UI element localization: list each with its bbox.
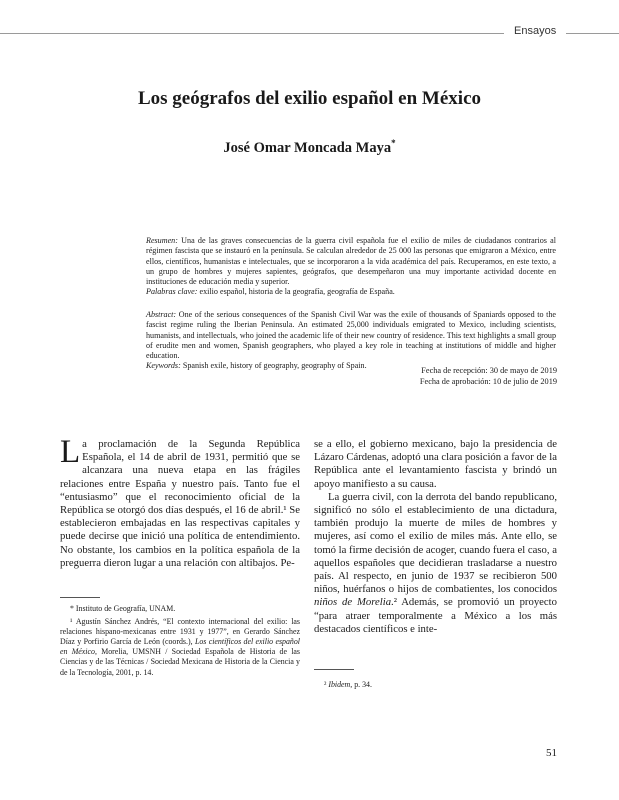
footnote-affiliation: * Instituto de Geografía, UNAM.: [70, 604, 176, 613]
abstract-es-text: Una de las graves consecuencias de la guerra civil española fue el exilio de miles de ciudadanos contrarios al régimen fascista que se instauró en la península. Se calculan alrededor de 25 000 las personas que emigraron a México, entre ellos, científicos, humanistas e intelectuales, que se incorporaron a la vida académica del país. Recuperamos, en este texto, a un grupo de hombres y mujeres sapientes, geógrafos, que desempeñaron una muy importante actividad docente en instituciones de educación media y superior.: [146, 236, 556, 287]
body-paragraph: se a ello, el gobierno mexicano, bajo la presidencia de Lázaro Cárdenas, adoptó una clara posición a favor de la República ante el levantamiento fascista y brindó un apoyo manifiesto a su causa.: [314, 438, 557, 490]
footnotes-right: [314, 680, 554, 693]
keywords-es-paragraph: [146, 287, 556, 297]
keywords-en-label: Keywords:: [146, 361, 181, 371]
header-rule-right: [566, 33, 619, 34]
keywords-es-label: Palabras clave:: [146, 287, 198, 297]
body-text: La guerra civil, con la derrota del bando republicano, significó no sólo el establecimiento de una dictadura, también produjo la muerte de miles de hombres y mujeres, así como el exilio de miles más. Ante ello, se tomó la firme decisión de acoger, cuando fuera el caso, a aquellos españoles que decidieran trasladarse a nuestro país. Al respecto, en junio de 1937 se recibieron 500 niños, huérfanos o hijos de combatientes, los conocidos: [314, 490, 557, 596]
footnote-rule-right: [314, 669, 354, 670]
footnote-rule-left: [60, 597, 100, 598]
abstract-en-label: Abstract:: [146, 310, 177, 319]
emphasis-text: niños de Morelia: [314, 596, 392, 609]
author-footnote-mark: *: [391, 138, 396, 148]
header-rule-left: [0, 33, 504, 34]
reception-date: Fecha de recepción: 30 de mayo de 2019: [421, 366, 557, 375]
article-dates: [420, 366, 557, 387]
body-text: .² Además, se promovió un proyecto “para atraer temporalmente a México a los más destacados científicos e inte-: [314, 596, 557, 635]
abstract-spanish: [146, 236, 556, 298]
abstract-en-paragraph: [146, 310, 556, 361]
footnote-ibidem: Ibidem: [328, 680, 351, 689]
page-number: 51: [546, 747, 557, 759]
abstract-en-text: One of the serious consequences of the Spanish Civil War was the exile of thousands of Spaniards opposed to the fascist regime ruling the Iberian Peninsula. An estimated 25,000 individuals emigrated to Mexico, including scientists, humanists, and intellectuals, who joined the academic life of their new country of residence. This text highlights a small group of erudite men and women, Spanish geographers, who played a key role in teaching at institutions of middle and higher education.: [146, 310, 557, 361]
footnote-book-title: Los científicos del exilio español en México: [60, 637, 301, 657]
abstract-es-label: Resumen:: [146, 236, 178, 245]
approval-date: Fecha de aprobación: 10 de julio de 2019: [419, 376, 557, 386]
section-label: Ensayos: [514, 25, 557, 37]
body-column-right: [314, 438, 557, 636]
abstract-es-paragraph: [146, 236, 556, 287]
body-paragraph: [60, 434, 300, 570]
footnote-2: [314, 680, 554, 690]
keywords-en-text: Spanish exile, history of geography, geography of Spain.: [182, 361, 367, 371]
body-text-left: a proclamación de la Segunda República Española, el 14 de abril de 1931, permitió que se alcanzara una nueva etapa en las frágiles relaciones entre España y nuestro país. Tanto fue el “entusiasmo” que el reconocimiento oficial de la República se otorgó dos días después, el 16 de abril.¹ Se establecieron embajadas en las respectivas capitales y puede decirse que inició una política de entendimiento. No obstante, los cambios en la política española de la preguerra dieron lugar a una relación con altibajos. Pe-: [60, 438, 300, 569]
footnote-text: ²: [324, 680, 329, 689]
footnote-text: ¹ Agustín Sánchez Andrés, “El contexto internacional del exilio: las relaciones hispano-mexicanas entre 1931 y 1977”, en Gerardo Sánchez Díaz y Porfirio García de León (coords.),: [60, 617, 300, 647]
footnote-1: [60, 617, 300, 678]
article-title: Los geógrafos del exilio español en México: [137, 88, 482, 109]
footnotes-left: [60, 604, 300, 681]
author-name: José Omar Moncada Maya: [223, 139, 392, 156]
footnote-text: , Morelia, UMSNH / Sociedad Española de Historia de las Ciencias y de las Técnicas / Sociedad Mexicana de Historia de la Ciencia y de la Tecnología, 2001, p. 14.: [60, 647, 300, 677]
keywords-es-text: exilio español, historia de la geografía, geografía de España.: [199, 287, 395, 297]
article-author: [0, 138, 619, 157]
drop-cap: L: [60, 434, 81, 470]
footnote-text: , p. 34.: [350, 680, 372, 689]
body-paragraph: [314, 491, 557, 636]
abstract-english: [146, 310, 556, 372]
body-column-left: [60, 434, 300, 570]
